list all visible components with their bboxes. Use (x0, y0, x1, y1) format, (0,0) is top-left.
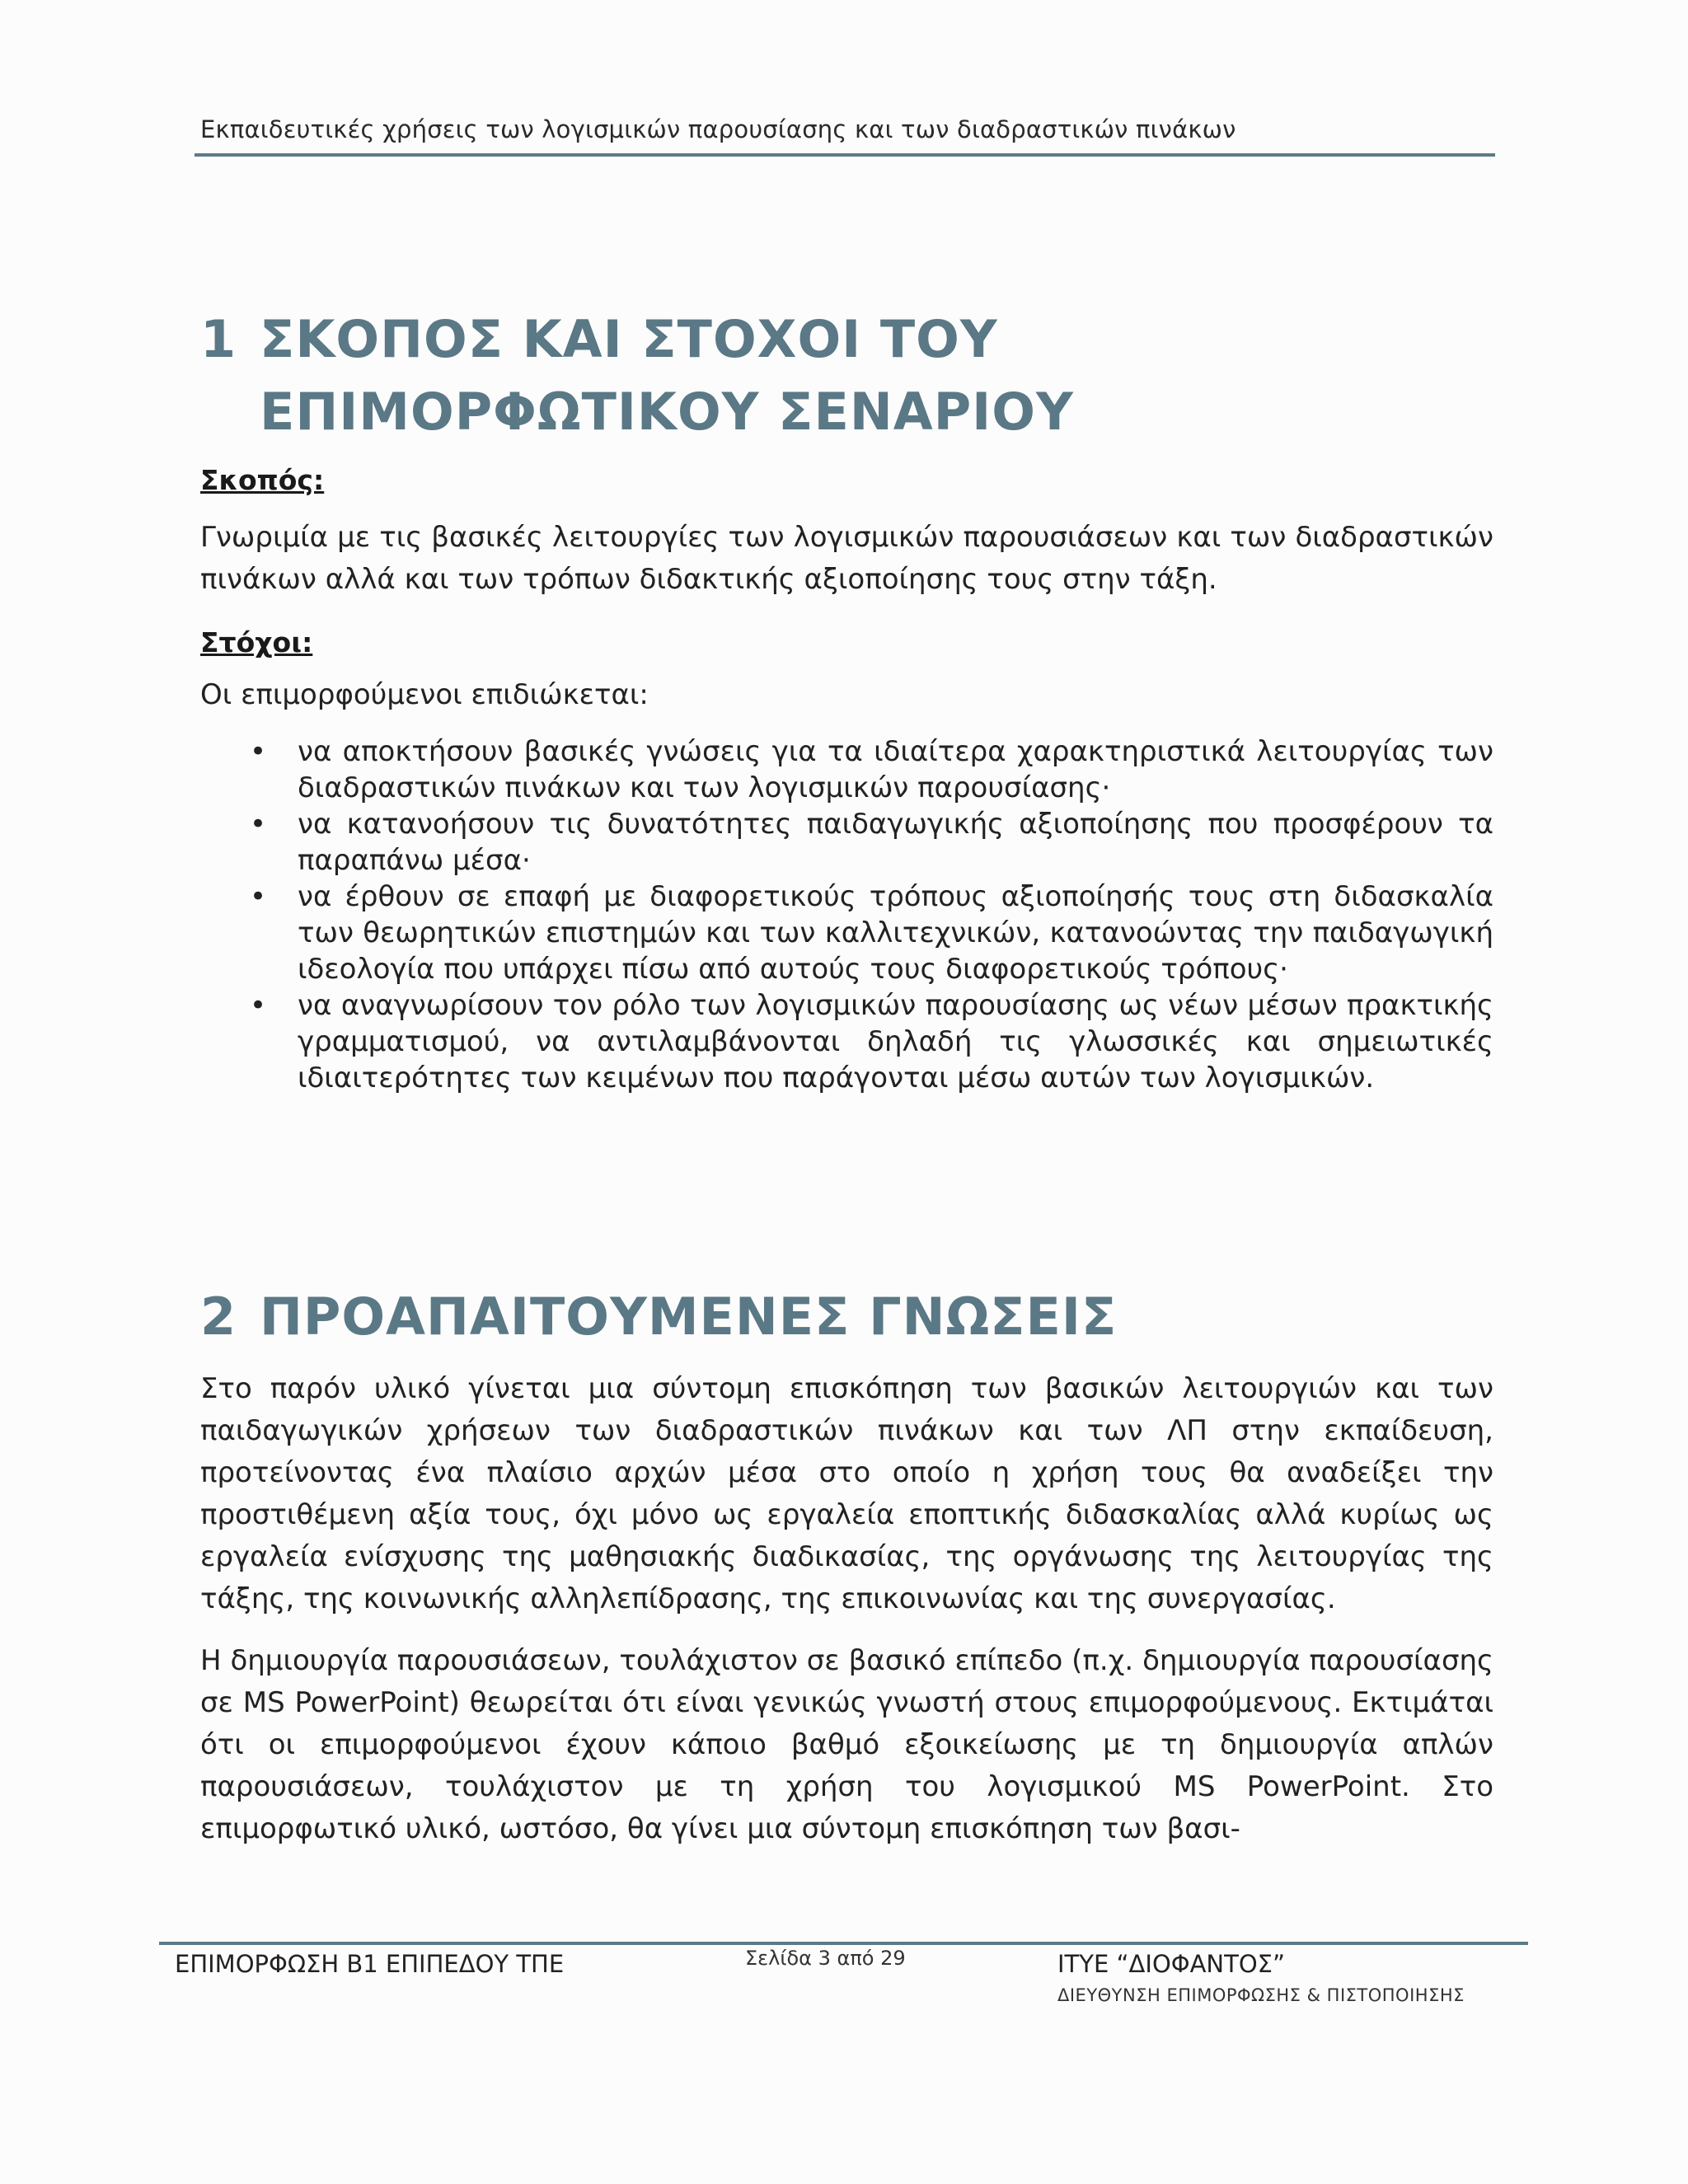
footer-program: ΕΠΙΜΟΡΦΩΣΗ Β1 ΕΠΙΠΕΔΟΥ ΤΠΕ (175, 1950, 565, 1978)
header-title: Εκπαιδευτικές χρήσεις των λογισμικών παρουσίασης και των διαδραστικών πινάκων (200, 115, 1236, 143)
goal-text: να κατανοήσουν τις δυνατότητες παιδαγωγικής αξιοποίησης που προσφέρουν τα παραπάνω μέσα· (298, 808, 1493, 877)
section-1-number: 1 (200, 309, 237, 369)
section-2-paragraph-2: Η δημιουργία παρουσιάσεων, τουλάχιστον σε βασικό επίπεδο (π.χ. δημιουργία παρουσίασης σε MS PowerPoint) θεωρείται ότι είναι γενικώς γνωστή στους επιμορφούμενους. Εκτιμάται ότι οι επιμορφούμενοι έχουν κάποιο βαθμό εξοικείωσης με τη δημιουργία απλών παρουσιάσεων, τουλάχιστον με τη χρήση του λογισμικού MS PowerPoint. Στο επιμορφωτικό υλικό, ωστόσο, θα γίνει μια σύντομη επισκόπηση των βασι- (200, 1644, 1493, 1845)
goal-text: να αποκτήσουν βασικές γνώσεις για τα ιδιαίτερα χαρακτηριστικά λειτουργίας των διαδραστικών πινάκων και των λογισμικών παρουσίασης· (298, 735, 1493, 804)
goal-text: να αναγνωρίσουν τον ρόλο των λογισμικών παρουσίασης ως νέων μέσων πρακτικής γραμματισμού, να αντιλαμβάνονται δηλαδή τις γλωσσικές και σημειωτικές ιδιαιτερότητες των κειμένων που παράγονται μέσω αυτών των λογισμικών. (298, 989, 1493, 1094)
footer-department: ΔΙΕΥΘΥΝΣΗ ΕΠΙΜΟΡΦΩΣΗΣ & ΠΙΣΤΟΠΟΙΗΣΗΣ (1057, 1985, 1465, 2005)
bullet-icon: • (250, 880, 267, 913)
list-item (200, 987, 1493, 1096)
section-2-paragraph-1: Στο παρόν υλικό γίνεται μια σύντομη επισκόπηση των βασικών λειτουργιών και των παιδαγωγικών χρήσεων των διαδραστικών πινάκων και των ΛΠ στην εκπαίδευση, προτείνοντας ένα πλαίσιο αρχών μέσα στο οποίο η χρήση τους θα αναδείξει την προστιθέμενη αξία τους, όχι μόνο ως εργαλεία εποπτικής διδασκαλίας αλλά κυρίως ως εργαλεία ενίσχυσης της μαθησιακής διαδικασίας, της οργάνωσης της λειτουργίας της τάξης, της κοινωνικής αλληλεπίδρασης, της επικοινωνίας και της συνεργασίας. (200, 1372, 1493, 1615)
bullet-icon: • (250, 735, 267, 768)
footer-organization: ΙΤΥΕ “ΔΙΟΦΑΝΤΟΣ” (1057, 1950, 1286, 1978)
list-item (200, 733, 1493, 806)
goals-label: Στόχοι: (200, 626, 313, 658)
section-2-heading (200, 1281, 1504, 1353)
section-1-title: ΣΚΟΠΟΣ ΚΑΙ ΣΤΟΧΟΙ ΤΟΥ ΕΠΙΜΟΡΦΩΤΙΚΟΥ ΣΕΝΑΡΙΟΥ (260, 309, 1074, 442)
goals-list (200, 733, 1493, 1096)
list-item (200, 806, 1493, 879)
page-number: Σελίδα 3 από 29 (745, 1947, 906, 1970)
bullet-icon: • (250, 808, 267, 841)
list-item (200, 879, 1493, 987)
footer-divider (159, 1942, 1528, 1945)
section-2-number: 2 (200, 1286, 237, 1347)
goals-intro: Οι επιμορφούμενοι επιδιώκεται: (200, 678, 649, 711)
purpose-text: Γνωριμία με τις βασικές λειτουργίες των λογισμικών παρουσιάσεων και των διαδραστικών πινάκων αλλά και των τρόπων διδακτικής αξιοποίησης τους στην τάξη. (200, 521, 1493, 596)
bullet-icon: • (250, 989, 267, 1022)
purpose-label: Σκοπός: (200, 464, 325, 496)
goal-text: να έρθουν σε επαφή με διαφορετικούς τρόπους αξιοποίησής τους στη διδασκαλία των θεωρητικών επιστημών και των καλλιτεχνικών, κατανοώντας την παιδαγωγική ιδεολογία που υπάρχει πίσω από αυτούς τους διαφορετικούς τρόπους· (298, 880, 1493, 986)
section-1-heading (200, 303, 1504, 448)
header-divider (195, 153, 1495, 157)
section-2-title: ΠΡΟΑΠΑΙΤΟΥΜΕΝΕΣ ΓΝΩΣΕΙΣ (260, 1286, 1118, 1347)
